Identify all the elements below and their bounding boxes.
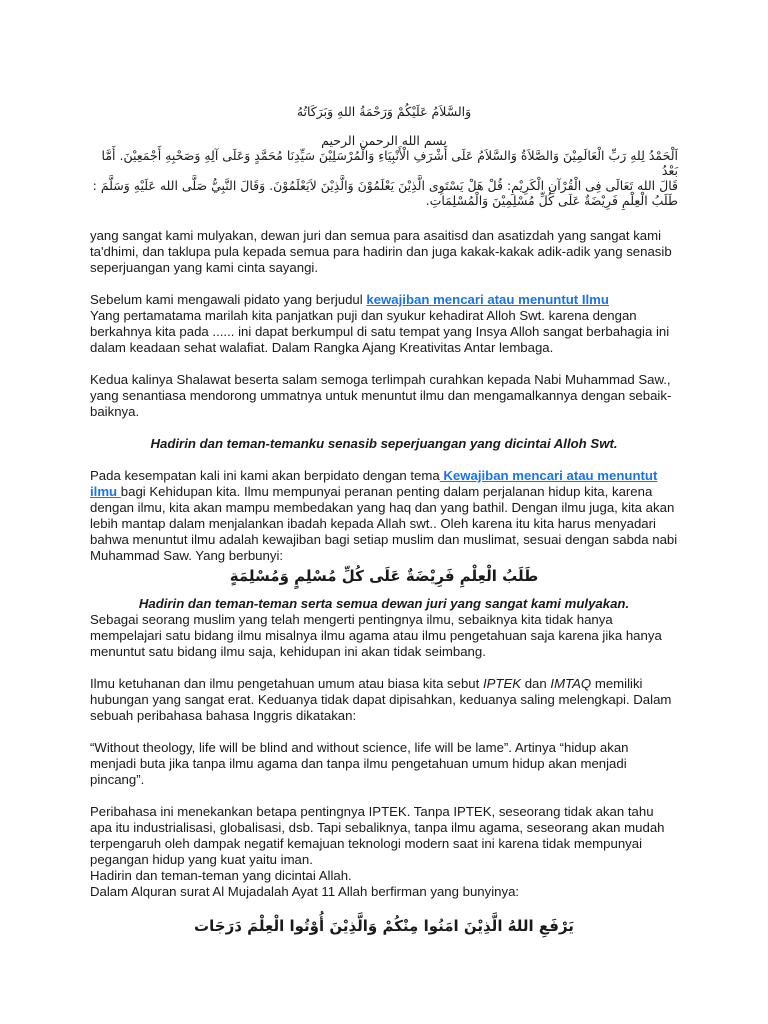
paragraph-muslim: Sebagai seorang muslim yang telah mengerti pentingnya ilmu, sebaiknya kita tidak hanya mempelajari satu bidang ilmu misalnya ilmu agama atau ilmu pengetahuan saja karena jika hanya menuntut satu bidang ilmu saja, kehidupan ini akan tidak seimbang. — [90, 612, 662, 659]
paragraph-theme — [90, 468, 678, 564]
paragraph-peribahasa: Peribahasa ini menekankan betapa pentingnya IPTEK. Tanpa IPTEK, seseorang tidak akan tahu apa itu industrialisasi, globalisasi, dsb. Tapi sebaliknya, tanpa ilmu agama, seseorang akan mudah terpengaruh oleh dampak negatif kemajuan teknologi modern saat ini karena tidak mempunyai pegangan hidup yang kuat yaitu iman. — [90, 804, 665, 867]
arabic-hamdalah: اَلْحَمْدُ لِلهِ رَبِّ الْعَالَمِيْنَ وَالصَّلاَةُ وَالسَّلاَمُ عَلَى أَشْرَفِ الْأَنْبِيَاءِ وَالْمُرْسَلِيْنَ سَيِّدِنَا مُحَمَّدٍ وَعَلَى آلِهِ وَصَحْبِهِ أَجْمَعِيْنَ. أَمَّا بَعْدُ — [101, 148, 678, 178]
paragraph-theme-rest: bagi Kehidupan kita. Ilmu mempunyai peranan penting dalam perjalanan hidup kita, karena dengan ilmu, kita akan mampu membedakan yang haq dan yang bathil. Dengan ilmu juga, kita akan lebih mantap dalam menjalankan ibadah kepada Allah swt.. Oleh karena itu kita harus menyadari bahwa menuntut ilmu adalah kewajiban bagi setiap muslim dan muslimat, sesuai dengan sabda nabi Muhammad Saw. Yang berbunyi: — [90, 484, 678, 563]
paragraph-iptek-imtaq — [90, 676, 678, 724]
document-body — [90, 104, 678, 946]
iptek-text-b: dan — [521, 676, 551, 691]
arabic-salam: وَالسَّلاَمُ عَلَيْكُمْ وَرَحْمَةُ اللهِ وَبَرَكَاتُهُ — [296, 104, 472, 119]
paragraph-theme-text: Pada kesempatan kali ini kami akan berpidato dengan tema — [90, 468, 440, 483]
theme-link[interactable]: Kewajiban mencari atau menuntut ilmu — [90, 468, 658, 499]
paragraph-quote: “Without theology, life will be blind and without science, life will be lame”. Artinya “hidup akan menjadi buta jika tanpa ilmu agama dan tanpa ilmu pengetahuan umum hidup akan menjadi pincang”. — [90, 740, 629, 787]
paragraph-title-intro-rest: Yang pertamatama marilah kita panjatkan puji dan syukur kehadirat Alloh Swt. karena dengan berkahnya kita pada ...... ini dapat berkumpul di satu tempat yang Insya Alloh sangat berbahagia ini dalam keadaan sehat walafiat. Dalam Rangka Ajang Kreativitas Antar lembaga. — [90, 308, 670, 355]
arabic-ayat: يَرْفَعِ اللهُ الَّذِيْنَ امَنُوا مِنْكُمْ وَالَّذِيْنَ أُوْتُوا الْعِلْمَ دَرَجَات — [194, 917, 574, 935]
imtaq-term: IMTAQ — [550, 676, 592, 691]
paragraph-title-intro — [90, 292, 678, 356]
paragraph-hadirin-3: Hadirin dan teman-teman yang dicintai Allah. — [90, 868, 352, 883]
arabic-hadith: طَلَبُ الْعِلْمِ فَرِيْضَةٌ عَلَى كُلِّ مُسْلِمٍ وَمُسْلِمَةٍ — [229, 567, 539, 585]
paragraph-shalawat: Kedua kalinya Shalawat beserta salam semoga terlimpah curahkan kepada Nabi Muhammad Saw., yang senantiasa mendorong ummatnya untuk menuntut ilmu dan mengamalkannya dengan sebaik-baiknya. — [90, 372, 672, 419]
arabic-qala: قَالَ الله تَعَالَى فِى الْقُرْآنِ الْكَرِيْمِ: قُلْ هَلْ يَسْتَوِى الَّذِيْنَ يَعْلَمُوْنَ وَالَّذِيْنَ لاَيَعْلَمُوْنَ. وَقَالَ النَّبِيُّ صَلَّى الله عَلَيْهِ وَسَلَّمَ : طَلَبُ الْعِلْمِ فَرِيْضَةٌ عَلَى كُلِّ مُسْلِمِيْنَ وَالْمُسْلِمَاتِ. — [92, 178, 678, 208]
paragraph-opening: yang sangat kami mulyakan, dewan juri dan semua para asaitisd dan asatizdah yang sangat kami ta'dhimi, dan taklupa pula kepada semua para hadirin dan juga kakak-kakak adik-adik yang senasib seperjuangan yang kami cinta sayangi. — [90, 228, 672, 275]
heading-hadirin-2: Hadirin dan teman-teman serta semua dewan juri yang sangat kami mulyakan. — [138, 596, 630, 611]
iptek-text-c: memiliki hubungan yang sangat erat. Keduanya tidak dapat dipisahkan, keduanya saling melengkapi. Dalam sebuah peribahasa bahasa Inggris dikatakan: — [90, 676, 672, 723]
arabic-basmala: بسم الله الرحمن الرحيم — [321, 133, 447, 148]
iptek-text-a: Ilmu ketuhanan dan ilmu pengetahuan umum atau biasa kita sebut — [90, 676, 483, 691]
title-link[interactable]: kewajiban mencari atau menuntut Ilmu — [366, 292, 609, 307]
iptek-term: IPTEK — [482, 676, 522, 691]
paragraph-title-intro-text: Sebelum kami mengawali pidato yang berjudul — [90, 292, 367, 307]
paragraph-mujadalah: Dalam Alquran surat Al Mujadalah Ayat 11 Allah berfirman yang bunyinya: — [90, 884, 520, 899]
heading-hadirin-1: Hadirin dan teman-temanku senasib seperjuangan yang dicintai Alloh Swt. — [150, 436, 618, 451]
